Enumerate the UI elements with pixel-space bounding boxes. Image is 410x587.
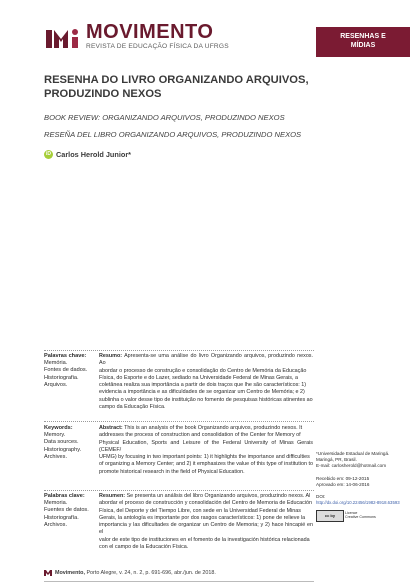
abstract-label: Resumen:: [99, 493, 126, 499]
divider: [44, 350, 314, 351]
abstract-line: sublinha o valor desse tipo de instituição no fomento de pesquisas históricas atinentes ao: [99, 396, 313, 403]
abstract-line: promote historical research in the field of Physical Education.: [99, 468, 245, 475]
license-line: Creative Commons: [345, 515, 376, 520]
abstract-line: Gerais, la antología es importante por dos rasgos característicos: 1) pone de relieve la: [99, 514, 306, 521]
abstract-line: coletânea realiza sua importância a partir de dois traços que lhe são característicos: 1): [99, 382, 307, 389]
abstract-line: Resumo: Apresenta-se uma análise do livro Organizando arquivos, produzindo nexos. Ao: [99, 353, 314, 367]
footer-journal: Movimento,: [55, 570, 85, 576]
keyword: Fontes de dados.: [44, 367, 88, 374]
keywords-list-en: [44, 432, 81, 461]
abstract-line: UFMG) by focusing in two important points: 1) it highlights the importance and difficulties: [99, 454, 310, 461]
doi-link[interactable]: http://dx.doi.org/10.22456/1982-8918.63593: [316, 500, 400, 505]
keyword: Historiography.: [44, 446, 82, 453]
abstract-line: evidencia a importância e as dificuldades de se organizar um Centro de Memória; e 2): [99, 389, 305, 396]
abstract-label: Resumo:: [99, 353, 123, 359]
keyword: Data sources.: [44, 439, 79, 446]
keywords-heading-pt: Palavras chave:: [44, 353, 87, 359]
keywords-list-pt: [44, 360, 87, 389]
author-affiliation: [316, 451, 408, 469]
footer-divider: [44, 581, 314, 582]
keyword: Memory.: [44, 432, 66, 438]
abstract-label: Abstract:: [99, 425, 123, 431]
approved-date: Aprovado em: 14-06-2016: [316, 482, 370, 487]
abstract-line: Physical Education, Sports and Leisure of the Federal University of Minas Gerais (CEMEF/: [99, 439, 313, 453]
abstract-line: Abstract: This is an analysis of the book Organizando arquivos, produzindo nexos. It: [99, 425, 303, 431]
divider: [44, 490, 314, 491]
abstract-line: con el campo de la Educación Física.: [99, 544, 189, 551]
abstract-line: Física, do Esporte e do Lazer, sediado na Universidade Federal de Minas Gerais, a: [99, 374, 298, 381]
keywords-list-es: [44, 500, 89, 529]
abstract-es: [99, 493, 313, 551]
keywords-heading-es: Palabras clave:: [44, 493, 85, 499]
creative-commons-icon[interactable]: cc by: [316, 510, 344, 522]
affiliation-line: *Universidade Estadual de Maringá.: [316, 451, 390, 456]
abstract-line: valor de este tipo de instituciones en el fomento de la investigación histórica relacionada: [99, 536, 310, 543]
article-title-spanish: RESEÑA DEL LIBRO ORGANIZANDO ARQUIVOS, PRODUZINDO NEXOS: [44, 130, 302, 139]
author-name: Carlos Herold Junior*: [56, 150, 132, 159]
orcid-icon[interactable]: iD: [46, 151, 51, 157]
journal-brand: MOVIMENTO: [86, 21, 214, 43]
keyword: Fuentes de datos.: [44, 507, 89, 514]
keyword: Arquivos.: [44, 381, 68, 388]
abstract-line: Física, del Deporte y del Tiempo Libre, con sede en la Universidad Federal de Minas: [99, 507, 301, 514]
abstract-line: campo da Educação Física.: [99, 404, 166, 411]
section-tag: [316, 27, 410, 57]
article-title-line: PRODUZINDO NEXOS: [44, 88, 162, 100]
keyword: Memoria.: [44, 500, 68, 506]
keyword: Memória.: [44, 360, 68, 366]
article-title-line: RESENHA DO LIVRO ORGANIZANDO ARQUIVOS,: [44, 74, 309, 86]
abstract-pt: [99, 353, 313, 411]
keyword: Archivos.: [44, 521, 68, 528]
doi-label: DOI:: [316, 494, 326, 499]
received-date: Recebido em: 09-12-2015: [316, 476, 370, 481]
abstract-line: addresses the process of construction and consolidation of the Center for Memory of: [99, 432, 301, 439]
submission-dates: [316, 476, 369, 488]
abstract-line: abordar o processo de construção e consolidação do Centro de Memória da Educação: [99, 367, 307, 374]
keywords-heading-en: Keywords:: [44, 425, 73, 431]
journal-mini-logo-icon: [44, 570, 52, 576]
abstract-line: abordar el proceso de construcción y consolidación del Centro de Memoria de Educación: [99, 500, 313, 507]
abstract-en: [99, 425, 313, 476]
abstract-line: importancia y las dificultades de organizar un Centro de Memoria; y 2) hace hincapié en el: [99, 522, 313, 536]
abstract-line: Resumen: Se presenta un análisis del libro Organizando arquivos, produzindo nexos. Al: [99, 493, 311, 499]
abstract-line: of organizing a Memory Center; and 2) it emphasizes the value of this type of institution to: [99, 461, 313, 468]
author-email[interactable]: E-mail: carlosherold@hotmail.com: [316, 463, 387, 468]
section-tag-line: RESENHAS E: [340, 33, 386, 40]
license-line: Licence: [345, 511, 358, 515]
keyword: Historiografia.: [44, 374, 79, 381]
keyword: Archives.: [44, 453, 68, 460]
footer-citation: [55, 570, 216, 576]
divider: [44, 421, 314, 422]
journal-subtitle: REVISTA DE EDUCAÇÃO FÍSICA DA UFRGS: [86, 43, 229, 50]
keyword: Historiografía.: [44, 514, 79, 521]
article-title: [44, 73, 344, 101]
license-text: [345, 511, 376, 520]
footer-citation-text: Porto Alegre, v. 24, n. 2, p. 691-696, abr./jun. de 2018.: [84, 570, 216, 576]
affiliation-line: Maringá, PR, Brasil.: [316, 457, 357, 462]
journal-logo-icon: [44, 26, 80, 50]
section-tag-line: MÍDIAS: [350, 42, 376, 49]
article-title-english: BOOK REVIEW: ORGANIZANDO ARQUIVOS, PRODUZINDO NEXOS: [44, 113, 285, 122]
